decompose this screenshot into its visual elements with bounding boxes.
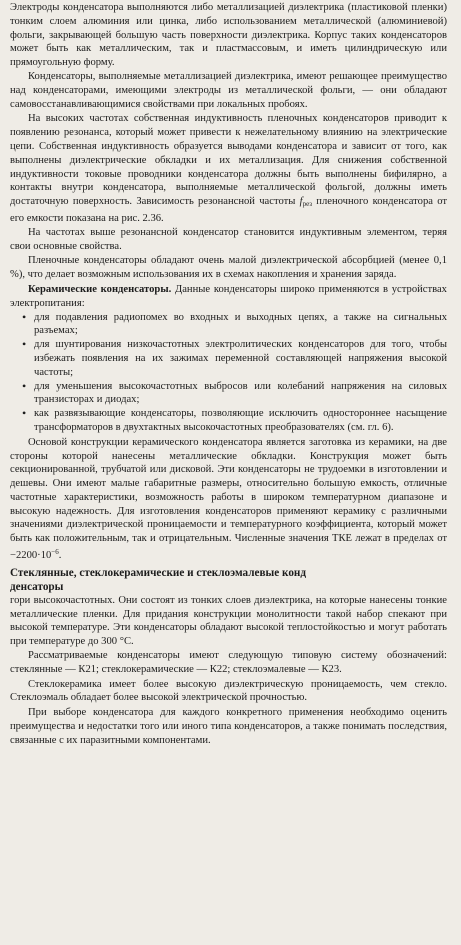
- paragraph-glass-construction: гори высокочастотных. Они состоят из тонких слоев диэлектрика, на которые нанесены тонкие металлические пленки. Для придания конструкции монолитности такой набор спекают при высокой температуре. Эти конденсаторы обладают высокой теплостойкостью и могут работать при температуре до 300 °С.: [10, 594, 447, 648]
- paragraph-ceramic-intro: [10, 283, 447, 311]
- ceramic-intro-text: Данные конденсаторы широко применяются в устройствах электропитания:: [10, 283, 447, 309]
- list-item: • для шунтирования низкочастотных электролитических конденсаторов для того, чтобы избежать появления на их зажимах переменной составляющей напряжения высокой частоты;: [24, 338, 447, 379]
- section-title-glass: Стеклянные, стеклокерамические и стеклоэмалевые конд: [10, 566, 307, 579]
- section-title-glass-continued: денсаторы: [10, 580, 64, 593]
- resonance-text-b: пленочного конденсатора от его емкости показана на рис. 2.36.: [10, 196, 448, 224]
- resonance-freq-symbol: f: [299, 196, 303, 208]
- list-item: • для уменьшения высокочастотных выбросов или колебаний напряжения на силовых транзисторах и диодах;: [24, 380, 447, 408]
- ceramic-uses-list: [10, 311, 447, 435]
- construction-text-b: .: [58, 550, 62, 562]
- paragraph-glass-ceramic: Стеклокерамика имеет более высокую диэлектрическую проницаемость, чем стекло. Стеклоэмаль обладает более высокой электрической прочностью.: [10, 678, 447, 704]
- paragraph-metallized: Конденсаторы, выполняемые металлизацией диэлектрика, имеют решающее преимущество над конденсаторами, имеющими электроды из металлической фольги, — они обладают самовосстанавливающимися свойствами при локальных пробоях.: [10, 70, 447, 110]
- paragraph-absorption: Пленочные конденсаторы обладают очень малой диэлектрической абсорбцией (менее 0,1 %), что делает возможным использования их в схемах накопления и хранения заряда.: [10, 255, 447, 281]
- paragraph-ceramic-construction: [10, 436, 447, 563]
- paragraph-resonance: [10, 112, 447, 225]
- resonance-text-a: На высоких частотах собственная индуктивность пленочных конденсаторов приводит к появлению резонанса, который может привести к нежелательному влиянию на электрические цепи. Собственная индуктивность образуется выводами конденсатора и зависит от того, как выполнены диэлектрические обкладки и их металлизация. Для снижения собственной индуктивности токовые проводники конденсатора должны быть выполнены бифилярно, а контакты внутри конденсатора, выполняемые металлической фольгой, должны иметь достаточную поверхность. Зависимость резонансной частоты: [10, 113, 447, 208]
- list-item: • для подавления радиопомех во входных и выходных цепях, а также на сигнальных разъемах;: [24, 311, 447, 339]
- list-item: • как развязывающие конденсаторы, позволяющие исключить одностороннее насыщение трансформаторов в двухтактных высокочастотных преобразователях (см. гл. 6).: [24, 407, 447, 435]
- tke-exponent: −6: [51, 548, 59, 557]
- paragraph-electrodes: Электроды конденсатора выполняются либо металлизацией диэлектрика (пластиковой пленки) тонким слоем алюминия или цинка, либо использованием металлической (алюминиевой) фольги, закрывающей большую часть поверхности диэлектрика. Корпус таких конденсаторов может быть как металлическим, так и пластмассовым, и иметь цилиндрическую или прямоугольную форму.: [10, 2, 447, 69]
- construction-text-a: Основой конструкции керамического конденсатора является заготовка из керамики, на две стороны которой нанесены металлические обкладки. Конструкция может быть секционированной, трубчатой или дисковой. Эти конденсаторы не трудоемки в изготовлении и дешевы. Они имеют малые габаритные размеры, относительно большую емкость, отличные частотные характеристики, возможность работы в широком температурном диапазоне и высокую надежность. Для изготовления конденсаторов применяют керамику с различными значениями диэлектрической проницаемости и температурного коэффициента, который может быть как положительным, так и отрицательным. Численные значения ТКЕ лежат в пределах от −2200·10: [10, 436, 447, 562]
- resonance-freq-subscript: рез: [302, 200, 313, 209]
- paragraph-inductive: На частотах выше резонансной конденсатор становится индуктивным элементом, теряя свои основные свойства.: [10, 226, 447, 252]
- paragraph-designations: Рассматриваемые конденсаторы имеют следующую типовую систему обозначений: стеклянные — К21; стеклокерамические — К22; стеклоэмалевые — К23.: [10, 650, 447, 675]
- ceramic-heading: Керамические конденсаторы.: [28, 283, 172, 295]
- paragraph-selection: При выборе конденсатора для каждого конкретного применения необходимо оценить преимущества и недостатки того или иного типа конденсаторов, а также понимать последствия, связанные с их паразитными компонентами.: [10, 707, 447, 746]
